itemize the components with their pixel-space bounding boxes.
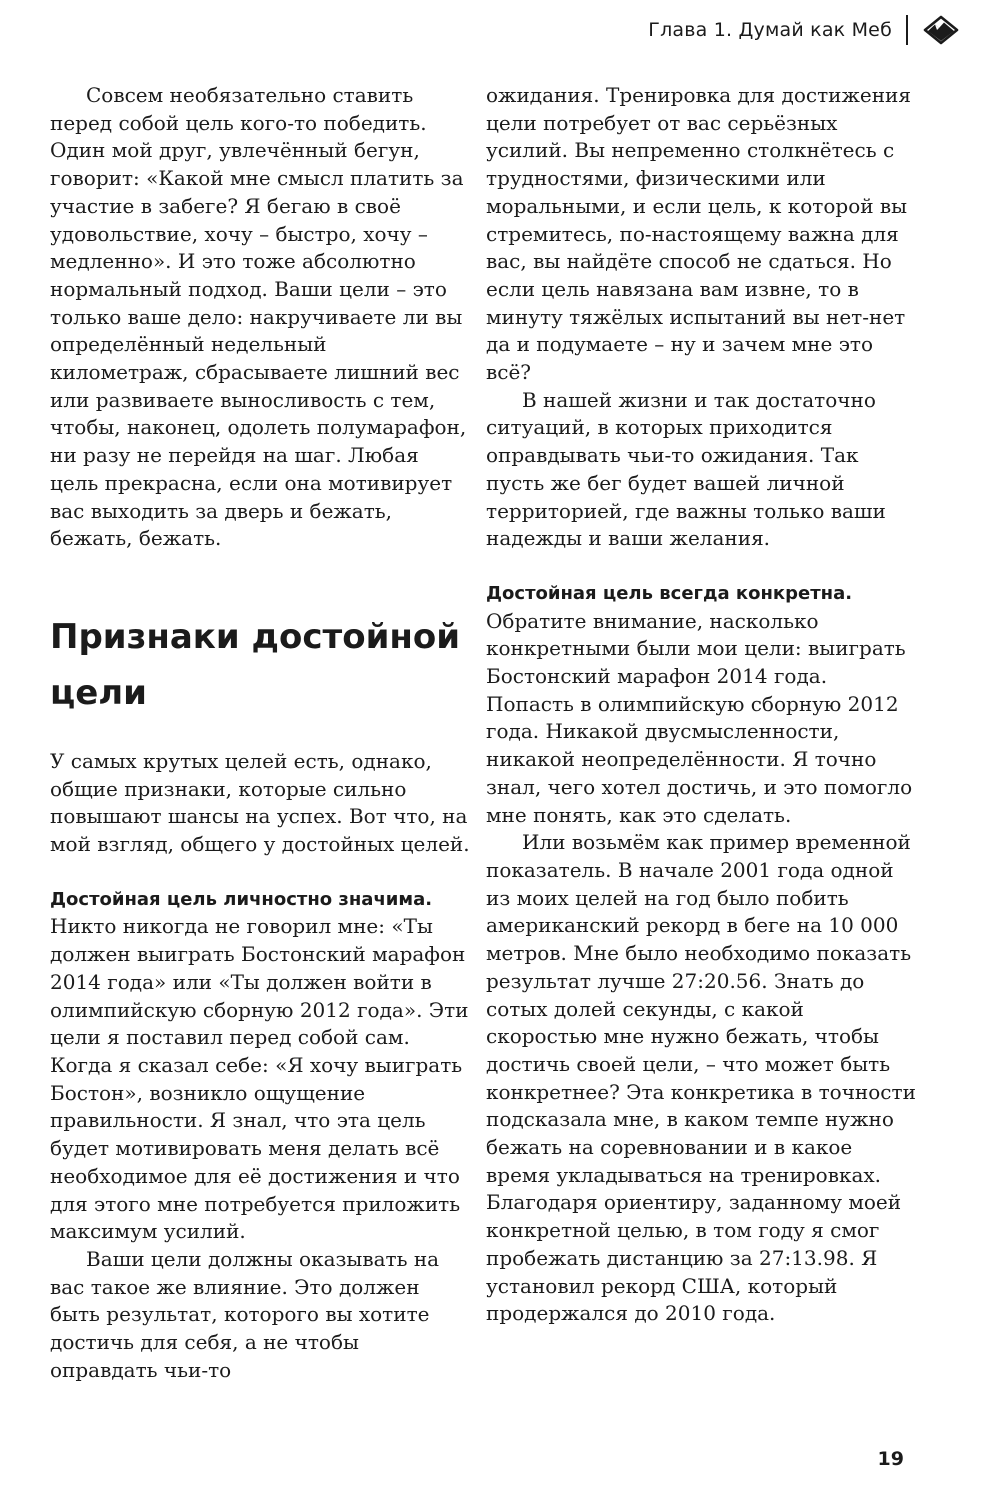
subheading-specific-goal: Достойная цель всегда конкретна. [486, 582, 853, 604]
left-column [50, 82, 470, 1384]
page-number: 19 [877, 1448, 904, 1470]
section-title: Признаки достойной цели [50, 616, 461, 713]
right-column [486, 82, 916, 1328]
subheading-personal-meaning: Достойная цель личностно значима. [50, 888, 433, 910]
paragraph-personal-territory: В нашей жизни и так достаточно ситуаций, в которых приходится оправдывать чьи-то ожидания. Так пусть же бег будет вашей личной территорией, где важны только ваши надежды и ваши желания. [486, 387, 886, 551]
paragraph-specific-goal: Обратите внимание, насколько конкретными были мои цели: выиграть Бостонский марафон 2014 года. Попасть в олимпийскую сборную 2012 года. Никакой двусмысленности, никакой неопределённости. Я точно знал, чего хотел достичь, и это помогло мне понять, как это сделать. [486, 608, 913, 827]
chapter-title: Глава 1. Думай как Меб [648, 19, 892, 41]
paragraph-goals-not-competition: Совсем необязательно ставить перед собой цель кого-то победить. Один мой друг, увлечённый бегун, говорит: «Какой мне смысл платить за участие в забеге? Я бегаю в своё удовольствие, хочу – быстро, хочу – медленно». И это тоже абсолютно нормальный подход. Ваши цели – это только ваше дело: накручиваете ли вы определённый недельный километраж, сбрасываете лишний вес или развиваете выносливость с тем, чтобы, наконец, одолеть полумарафон, ни разу не перейдя на шаг. Любая цель прекрасна, если она мотивирует вас выходить за дверь и бежать, бежать, бежать. [50, 83, 467, 551]
mountain-logo-icon [922, 14, 960, 46]
running-header [648, 14, 960, 46]
paragraph-time-example: Или возьмём как пример временной показатель. В начале 2001 года одной из моих целей на год было побить американский рекорд в беге на 10 000 метров. Мне было необходимо показать результат лучше 27:20.56. Знать до сотых долей секунды, с какой скоростью мне нужно бежать, чтобы достичь своей цели, – что может быть конкретнее? Эта конкретика в точности подсказала мне, в каком темпе нужно бежать на соревновании и в какое время укладываться на тренировках. Благодаря ориентиру, заданному моей конкретной целью, в том году я смог пробежать дистанцию за 27:13.98. Я установил рекорд США, который продержался до 2010 года. [486, 830, 916, 1326]
paragraph-personal-meaning: Никто никогда не говорил мне: «Ты должен выиграть Бостонский марафон 2014 года» или «Ты должен войти в олимпийскую сборную 2012 года». Эти цели я поставил перед собой сам. Когда я сказал себе: «Я хочу выиграть Бостон», возникло ощущение правильности. Я знал, что эта цель будет мотивировать меня делать всё необходимое для её достижения и что для этого мне потребуется приложить максимум усилий. [50, 914, 469, 1244]
paragraph-influence: Ваши цели должны оказывать на вас такое же влияние. Это должен быть результат, которого вы хотите достичь для себя, а не чтобы оправдать чьи-то [50, 1246, 440, 1382]
paragraph-intro: У самых крутых целей есть, однако, общие признаки, которые сильно повышают шансы на успех. Вот что, на мой взгляд, общего у достойных целей. [50, 748, 470, 857]
paragraph-expectations: ожидания. Тренировка для достижения цели потребует от вас серьёзных усилий. Вы непременно столкнётесь с трудностями, физическими или моральными, и если цель, к которой вы стремитесь, по-настоящему важна для вас, вы найдёте способ не сдаться. Но если цель навязана вам извне, то в минуту тяжёлых испытаний вы нет-нет да и подумаете – ну и зачем мне это всё? [486, 83, 911, 385]
header-divider [906, 15, 908, 45]
